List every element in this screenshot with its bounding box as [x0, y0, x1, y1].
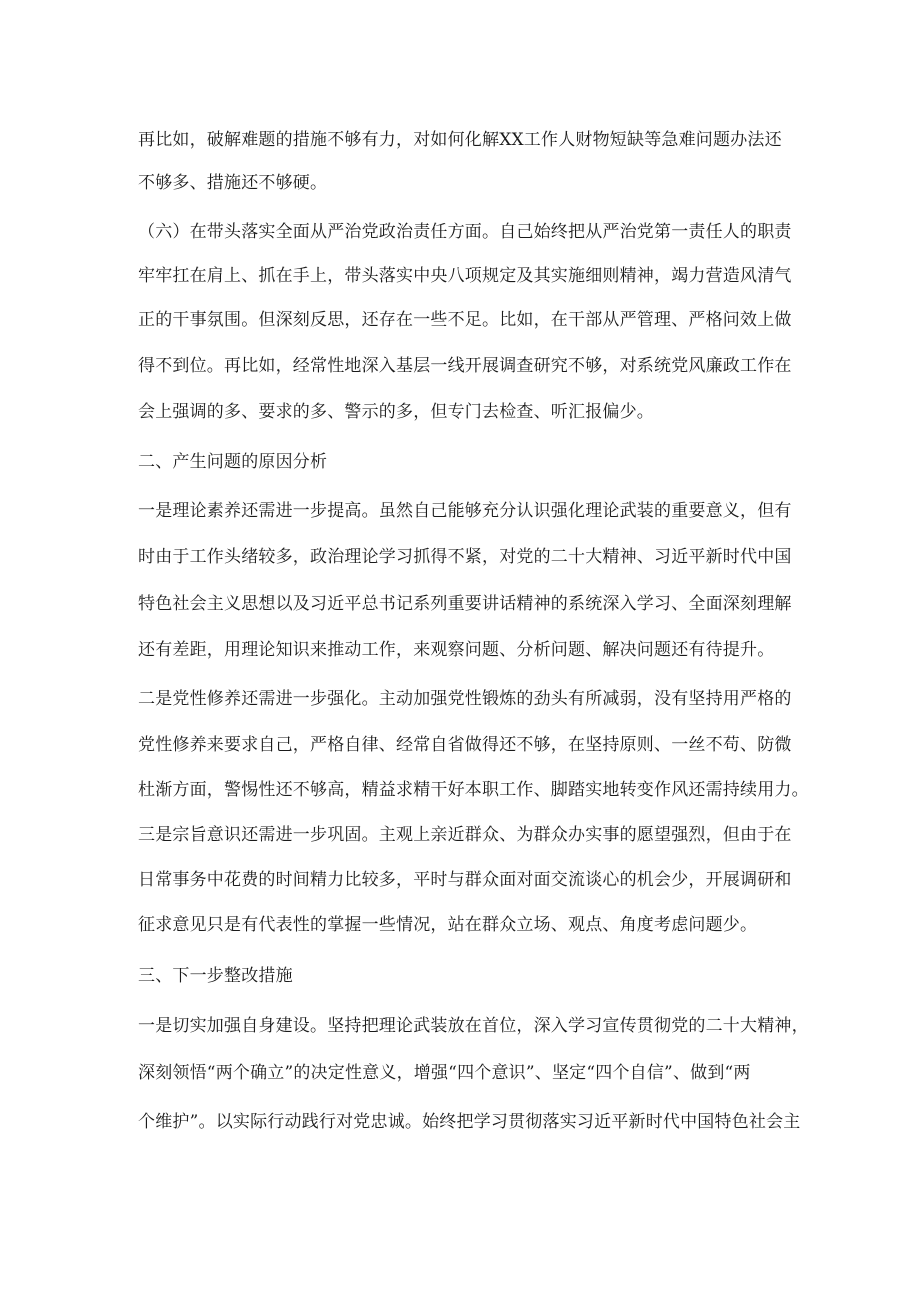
body-line: 二是党性修养还需进一步强化。主动加强党性锻炼的劲头有所减弱，没有坚持用严格的: [138, 689, 792, 709]
body-line: 一是切实加强自身建设。坚持把理论武装放在首位，深入学习宣传贯彻党的二十大精神，: [138, 1016, 809, 1036]
body-line: 还有差距，用理论知识来推动工作，来观察问题、分析问题、解决问题还有待提升。: [138, 640, 775, 660]
body-line: 得不到位。再比如，经常性地深入基层一线开展调查研究不够，对系统党风廉政工作在: [138, 356, 792, 376]
body-line: 征求意见只是有代表性的掌握一些情况，站在群众立场、观点、角度考虑问题少。: [138, 915, 758, 935]
section-heading: 三、下一步整改措施: [138, 966, 293, 986]
body-line: 三是宗旨意识还需进一步巩固。主观上亲近群众、为群众办实事的愿望强烈，但由于在: [138, 825, 792, 845]
body-line: 深刻领悟“两个确立”的决定性意义，增强“四个意识”、坚定“四个自信”、做到“两: [138, 1063, 751, 1083]
section-paragraph-line: （六）在带头落实全面从严治党政治责任方面。自己始终把从严治党第一责任人的职责: [138, 222, 792, 242]
body-line: 再比如，破解难题的措施不够有力，对如何化解XX工作人财物短缺等急难问题办法还: [138, 130, 782, 150]
body-line: 牢牢扛在肩上、抓在手上，带头落实中央八项规定及其实施细则精神，竭力营造风清气: [138, 266, 792, 286]
body-line: 个维护”。以实际行动践行对党忠诚。始终把学习贯彻落实习近平新时代中国特色社会主: [138, 1112, 801, 1132]
body-line: 会上强调的多、要求的多、警示的多，但专门去检查、听汇报偏少。: [138, 402, 654, 422]
body-line: 杜渐方面，警惕性还不够高，精益求精干好本职工作、脚踏实地转变作风还需持续用力。: [138, 780, 809, 800]
body-line: 时由于工作头绪较多，政治理论学习抓得不紧，对党的二十大精神、习近平新时代中国: [138, 547, 792, 567]
section-heading: 二、产生问题的原因分析: [138, 452, 328, 472]
body-line: 党性修养来要求自己，严格自律、经常自省做得还不够，在坚持原则、一丝不苟、防微: [138, 735, 792, 755]
body-line: 不够多、措施还不够硬。: [138, 173, 328, 193]
body-line: 日常事务中花费的时间精力比较多，平时与群众面对面交流谈心的机会少，开展调研和: [138, 870, 792, 890]
body-line: 一是理论素养还需进一步提高。虽然自己能够充分认识强化理论武装的重要意义，但有: [138, 501, 792, 521]
body-line: 正的干事氛围。但深刻反思，还存在一些不足。比如，在干部从严管理、严格问效上做: [138, 310, 792, 330]
body-line: 特色社会主义思想以及习近平总书记系列重要讲话精神的系统深入学习、全面深刻理解: [138, 594, 792, 614]
